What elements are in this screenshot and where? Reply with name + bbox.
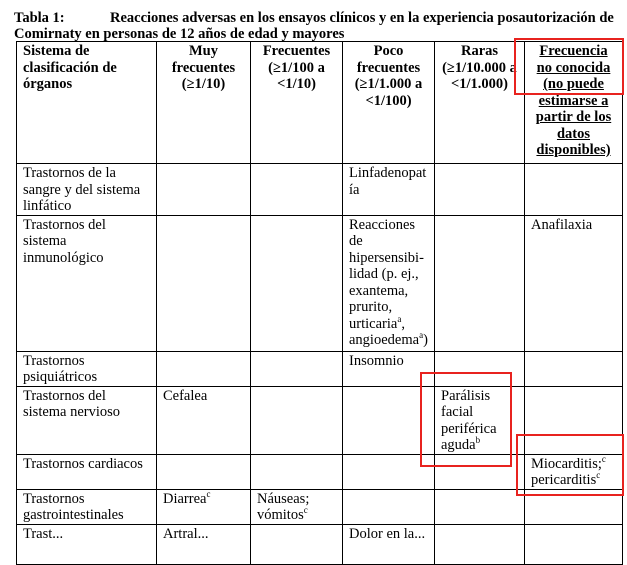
uncommon-cell: Dolor en la... [343,524,435,564]
rare-cell [435,215,525,351]
uncommon-cell [343,386,435,454]
footnote-marker: a [397,313,402,324]
very-common-cell: Artral... [157,524,251,564]
footnote-marker: c [596,470,601,481]
common-cell [251,351,343,386]
very-common-cell [157,351,251,386]
header-very-common: Muy frecuentes (≥1/10) [157,42,251,164]
unknown-cell [525,164,623,216]
uncommon-cell: Linfadenopatía [343,164,435,216]
footnote-marker: c [601,453,606,464]
rare-cell [435,164,525,216]
header-frequency-unknown: Frecuencia no conocida (no puede estimarse a partir de los datos disponibles) [525,42,623,164]
nausea-text: Náuseas; [257,490,310,507]
comma-text: , [401,315,405,332]
header-rare: Raras (≥1/10.000 a <1/1.000) [435,42,525,164]
header-uncommon: Poco frecuentes (≥1/1.000 a <1/100) [343,42,435,164]
common-cell [251,164,343,216]
angioedema-text: angioedema [349,332,420,348]
header-common: Frecuentes (≥1/100 a <1/10) [251,42,343,164]
vomiting-text: vómitos [257,507,304,523]
rare-cell [435,386,525,454]
header-soc: Sistema de clasificación de órganos [17,42,157,164]
pericarditis-text: pericarditis [531,472,597,488]
uncommon-cell [343,215,435,351]
rare-cell [435,454,525,489]
table-row [17,386,623,454]
very-common-cell [157,454,251,489]
rare-cell [435,351,525,386]
very-common-cell: Cefalea [157,386,251,454]
uncommon-cell: Insomnio [343,351,435,386]
soc-cell: Trastornos del sistema inmunológico [17,215,157,351]
uncommon-cell [343,489,435,524]
common-cell [251,454,343,489]
rare-cell [435,524,525,564]
table-title: Reacciones adversas en los ensayos clínicos y en la experiencia posautorización de Comirnaty en personas de 12 años de edad y mayores [14,10,614,42]
table-row [17,215,623,351]
common-cell [251,215,343,351]
unknown-cell [525,489,623,524]
table-caption [14,10,614,42]
paren-text: ) [423,332,428,348]
myocarditis-text: Miocarditis; [531,455,602,472]
adverse-reactions-table [16,41,623,565]
table-row [17,454,623,489]
footnote-marker: c [206,488,211,499]
very-common-cell [157,164,251,216]
table-label: Tabla 1: [14,10,65,26]
table-row [17,489,623,524]
footnote-marker: c [303,505,308,516]
footnote-marker: b [475,435,481,446]
soc-cell: Trast... [17,524,157,564]
header-row [17,42,623,164]
very-common-cell [157,489,251,524]
table-row [17,524,623,564]
diarrhea-text: Diarrea [163,490,207,507]
unknown-cell [525,454,623,489]
unknown-cell [525,524,623,564]
table-row [17,351,623,386]
common-cell [251,386,343,454]
soc-cell: Trastornos del sistema nervioso [17,386,157,454]
uncommon-cell [343,454,435,489]
soc-cell: Trastornos gastrointestinales [17,489,157,524]
common-cell [251,489,343,524]
soc-cell: Trastornos cardiacos [17,454,157,489]
facial-palsy-text: Parálisis facial periférica aguda [441,387,497,453]
unknown-cell [525,351,623,386]
very-common-cell [157,215,251,351]
soc-cell: Trastornos de la sangre y del sistema linfático [17,164,157,216]
common-cell [251,524,343,564]
table-row [17,164,623,216]
rare-cell [435,489,525,524]
unknown-cell: Anafilaxia [525,215,623,351]
footnote-marker: a [419,330,424,341]
soc-cell: Trastornos psiquiátricos [17,351,157,386]
hypersensitivity-text: Reacciones de hipersensibilidad (p. ej., exantema, prurito, urticaria [349,216,424,332]
unknown-cell [525,386,623,454]
